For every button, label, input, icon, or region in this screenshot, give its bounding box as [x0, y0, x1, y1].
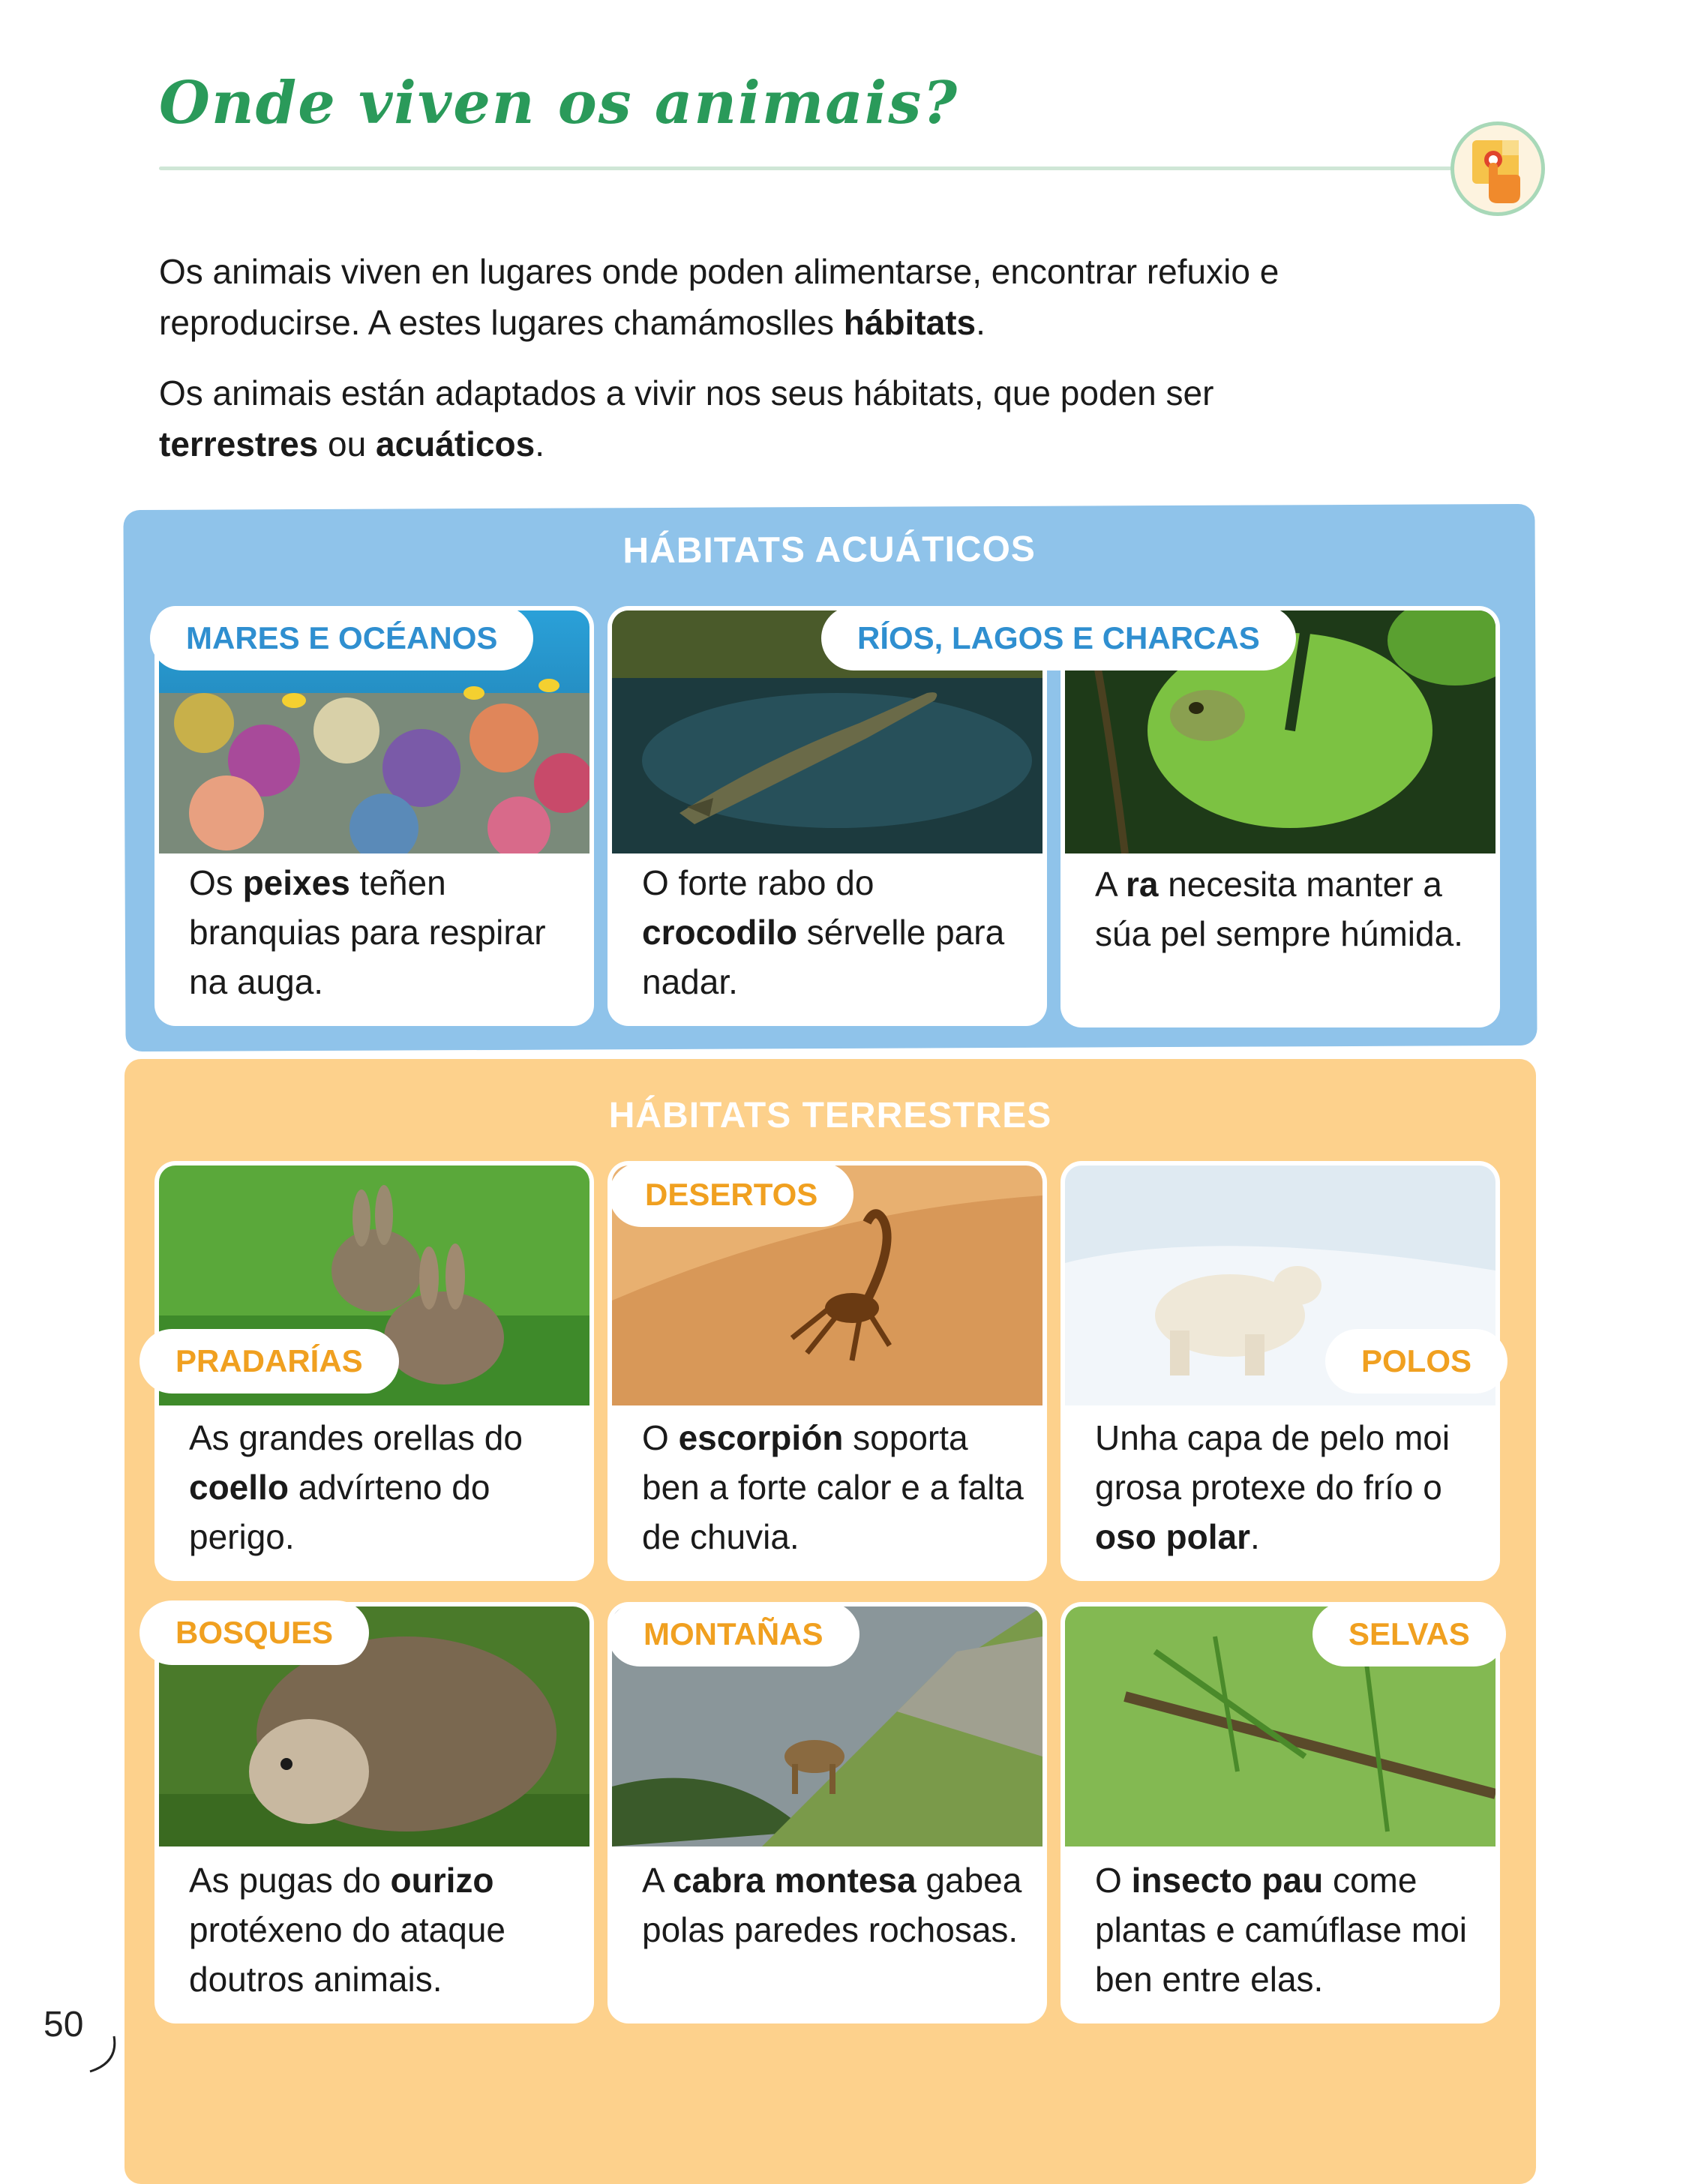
- intro-paragraph-2: Os animais están adaptados a vivir nos seus hábitats, que poden ser terrestres ou acuáticos.: [159, 374, 1214, 464]
- card-polar-bear-text: Unha capa de pelo moi grosa protexe do frío o oso polar.: [1095, 1418, 1450, 1556]
- tag-seas-oceans: MARES E OCÉANOS: [150, 606, 533, 670]
- aquatic-panel-title: HÁBITATS ACUÁTICOS: [622, 529, 1036, 572]
- page-number: 50: [44, 2005, 84, 2044]
- tag-poles: POLOS: [1325, 1329, 1508, 1394]
- touch-interactive-icon[interactable]: [1450, 122, 1545, 216]
- intro-paragraph-1: Os animais viven en lugares onde poden alimentarse, encontrar refuxio e reproducirse. A estes lugares chamámoslles hábitats.: [159, 252, 1280, 342]
- title-divider: [159, 166, 1479, 170]
- card-mountain-goat-text: A cabra montesa gabea polas paredes rochosas.: [642, 1861, 1022, 1949]
- tag-rivers-lakes-ponds: RÍOS, LAGOS E CHARCAS: [821, 606, 1296, 670]
- tag-deserts: DESERTOS: [609, 1162, 854, 1227]
- tag-jungles: SELVAS: [1312, 1602, 1506, 1666]
- terrestrial-panel-title: HÁBITATS TERRESTRES: [608, 1096, 1052, 1136]
- card-scorpion-text: O escorpión soporta ben a forte calor e a falta de chuvia.: [642, 1418, 1024, 1556]
- card-fish-text: Os peixes teñen branquias para respirar na auga.: [189, 863, 546, 1001]
- tag-mountains: MONTAÑAS: [608, 1602, 860, 1666]
- card-hedgehog: [154, 1602, 594, 2024]
- tag-meadows: PRADARÍAS: [140, 1329, 399, 1394]
- page-title: Onde viven os animais?: [159, 69, 959, 137]
- card-crocodile-text: O forte rabo do crocodilo sérvelle para nadar.: [642, 863, 1005, 1001]
- card-stick-insect-text: O insecto pau come plantas e camúflase moi ben entre elas.: [1095, 1861, 1468, 1999]
- card-rabbit-text: As grandes orellas do coello advírteno do perigo.: [189, 1418, 523, 1556]
- card-hedgehog-text: As pugas do ourizo protéxeno do ataque doutros animais.: [189, 1861, 506, 1999]
- card-frog-text: A ra necesita manter a súa pel sempre húmida.: [1095, 865, 1463, 953]
- page-curl-icon: [84, 2032, 122, 2078]
- tag-forests: BOSQUES: [140, 1600, 369, 1665]
